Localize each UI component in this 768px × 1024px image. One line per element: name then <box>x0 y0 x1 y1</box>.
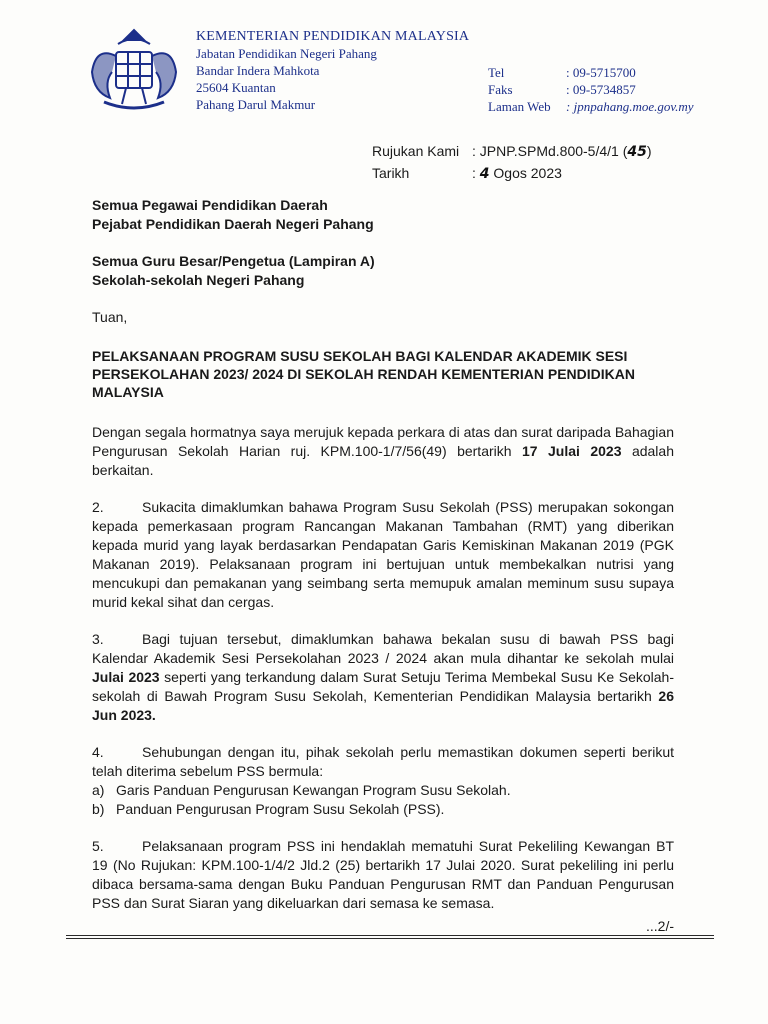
date-emphasis: Julai 2023 <box>92 669 160 685</box>
address-line: Bandar Indera Mahkota <box>196 63 320 78</box>
contact-value: : 09-5734857 <box>566 82 636 97</box>
reference-row <box>372 141 652 163</box>
organization-block <box>196 28 469 113</box>
paragraph-text: Bagi tujuan tersebut, dimaklumkan bahawa bekalan susu di bawah PSS bagi Kalendar Akademik Sesi Persekolahan 2023 / 2024 akan mula dihantar ke sekolah mulai <box>92 631 674 666</box>
subject-heading: PELAKSANAAN PROGRAM SUSU SEKOLAH BAGI KALENDAR AKADEMIK SESI PERSEKOLAHAN 2023/ 2024 DI SEKOLAH RENDAH KEMENTERIAN PENDIDIKAN MALAYSIA <box>92 348 635 400</box>
list-item-text: Panduan Pengurusan Program Susu Sekolah (PSS). <box>116 801 445 817</box>
list-marker: b) <box>92 801 105 817</box>
reference-label: Rujukan Kami <box>372 143 460 159</box>
letter-body <box>92 196 674 936</box>
paragraph-text: Sehubungan dengan itu, pihak sekolah perlu memastikan dokumen seperti berikut telah diterima sebelum PSS bermula: <box>92 744 674 779</box>
address-line: Pahang Darul Makmur <box>196 97 316 112</box>
date-label: Tarikh <box>372 165 410 181</box>
handwritten-number: 45 <box>627 144 647 160</box>
page-continuation: ...2/- <box>645 918 674 934</box>
address-line: 25604 Kuantan <box>196 80 276 95</box>
paragraph-3 <box>92 630 674 725</box>
recipient-line: Semua Pegawai Pendidikan Daerah <box>92 197 328 213</box>
date-emphasis: 17 Julai 2023 <box>521 443 622 459</box>
contact-value: : 09-5715700 <box>566 65 636 80</box>
date-row <box>372 163 652 185</box>
letterhead <box>0 0 768 130</box>
address-line: Jabatan Pendidikan Negeri Pahang <box>196 46 377 61</box>
reference-value <box>472 141 652 163</box>
reference-number: : JPNP.SPMd.800-5/4/1 ( <box>472 143 628 159</box>
recipient-line: Semua Guru Besar/Pengetua (Lampiran A) <box>92 253 375 269</box>
contact-row-fax <box>488 81 694 98</box>
salutation: Tuan, <box>92 309 128 325</box>
paragraph-number: 3. <box>92 631 104 647</box>
recipient-line: Pejabat Pendidikan Daerah Negeri Pahang <box>92 216 374 232</box>
paragraph-number: 5. <box>92 838 104 854</box>
list-item-text: Garis Panduan Pengurusan Kewangan Program Susu Sekolah. <box>116 782 511 798</box>
text-span: Dengan segala hormatnya saya merujuk kepada perkara di atas dan surat daripada Bahagian Pengurusan Sekolah Harian ruj. KPM.100-1/7/56(49) bertarikh <box>92 424 674 459</box>
reference-close: ) <box>646 143 652 159</box>
intro-paragraph <box>92 423 674 480</box>
ministry-name: KEMENTERIAN PENDIDIKAN MALAYSIA <box>196 29 470 44</box>
date-value <box>472 163 562 185</box>
date-month-year: Ogos 2023 <box>489 165 562 181</box>
website-link[interactable]: : jpnpahang.moe.gov.my <box>566 99 694 114</box>
recipient-block <box>92 252 674 290</box>
paragraph-4 <box>92 743 674 781</box>
recipient-block <box>92 196 674 234</box>
date-emphasis: 26 Jun 2023. <box>92 688 674 723</box>
contact-row-tel <box>488 64 694 81</box>
paragraph-5 <box>92 837 674 913</box>
date-prefix: : <box>472 165 480 181</box>
list-item <box>92 781 674 800</box>
contact-block <box>488 64 694 115</box>
paragraph-2 <box>92 498 674 612</box>
contact-row-web <box>488 98 694 115</box>
list-item <box>92 800 674 819</box>
paragraph-number: 4. <box>92 744 104 760</box>
paragraph-text: Sukacita dimaklumkan bahawa Program Susu Sekolah (PSS) merupakan sokongan kepada pemerkasaan program Rancangan Makanan Tambahan (RMT) yang diberikan kepada murid yang layak berdasarkan Pendapatan Garis Kemiskinan Makanan 2019 (PGK Makanan 2019). Pelaksanaan program ini bertujuan untuk membekalkan nutrisi yang mencukupi dan pemakanan yang seimbang serta memupuk amalan meminum susu supaya murid kekal sihat dan cergas. <box>92 499 674 610</box>
contact-label: Faks <box>488 82 513 97</box>
paragraph-number: 2. <box>92 499 104 515</box>
reference-block <box>372 141 652 185</box>
footer-rule <box>66 935 714 936</box>
contact-label: Laman Web <box>488 99 551 114</box>
contact-label: Tel <box>488 65 505 80</box>
footer-rule <box>66 938 714 939</box>
paragraph-text: seperti yang terkandung dalam Surat Setuju Terima Membekal Susu Ke Sekolah-sekolah di Bawah Program Susu Sekolah, Kementerian Pendidikan Malaysia bertarikh <box>92 669 675 704</box>
list-marker: a) <box>92 782 105 798</box>
recipient-line: Sekolah-sekolah Negeri Pahang <box>92 272 305 288</box>
paragraph-text: Pelaksanaan program PSS ini hendaklah mematuhi Surat Pekeliling Kewangan BT 19 (No Rujukan: KPM.100-1/4/2 Jld.2 (25) bertarikh 17 Julai 2020. Surat pekeliling ini perlu dibaca bersama-sama dengan Buku Panduan Pengurusan RMT dan Panduan Pengurusan PSS dan Surat Siaran yang dikeluarkan dari semasa ke semasa. <box>92 838 674 911</box>
handwritten-day: 4 <box>479 166 490 182</box>
document-list <box>92 781 674 819</box>
malaysia-coat-of-arms-icon <box>82 26 186 118</box>
text-span: adalah berkaitan. <box>92 443 674 478</box>
